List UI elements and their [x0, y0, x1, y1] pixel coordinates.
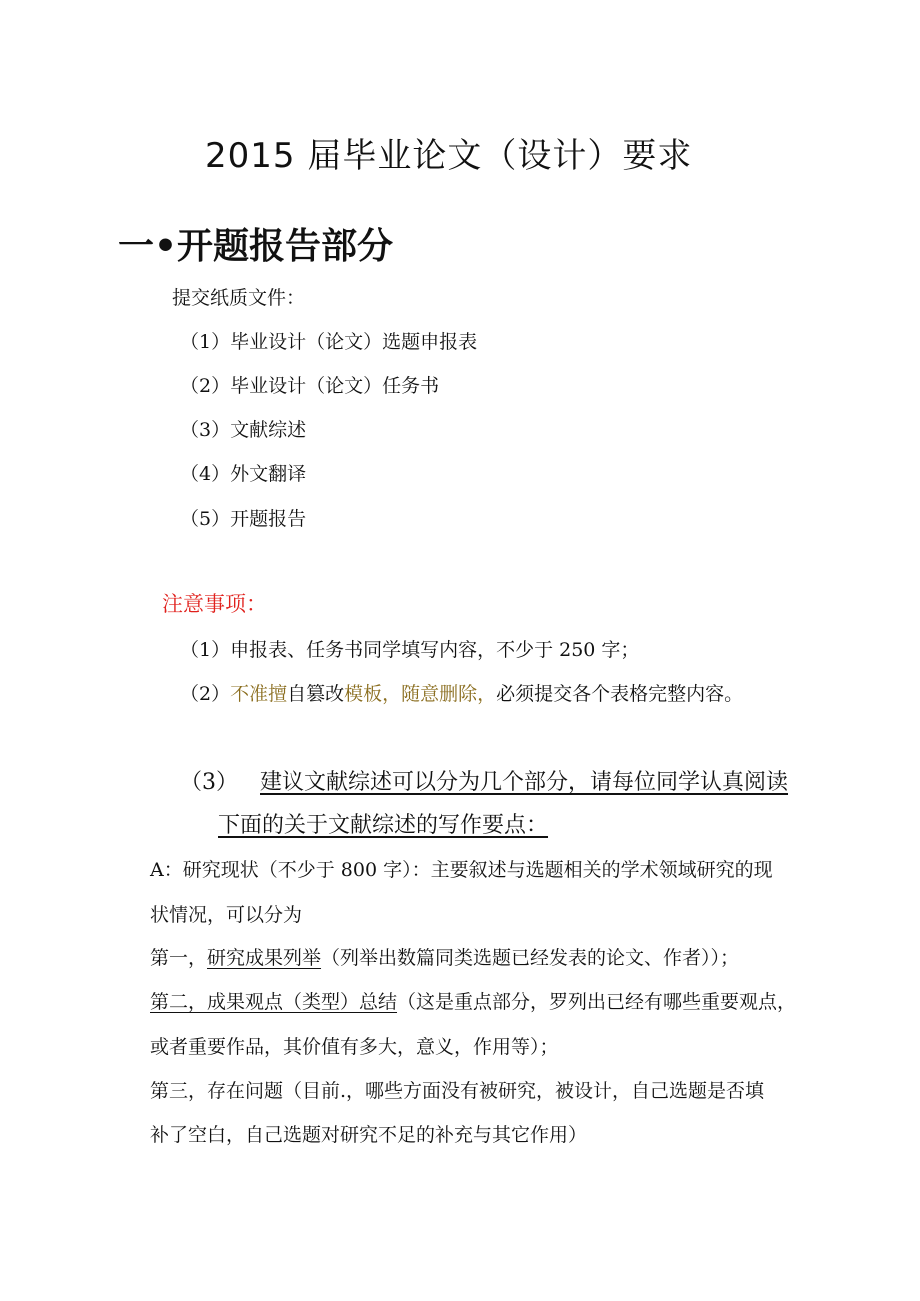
paragraph-line: 补了空白，自己选题对研究不足的补充与其它作用）: [150, 1124, 588, 1146]
list-item: （4）外文翻译: [180, 463, 307, 485]
note-prefix: （2）: [180, 683, 231, 705]
note-continuation: [218, 808, 548, 839]
underlined-text: 第二，成果观点（类型）总结: [150, 991, 398, 1013]
list-item: （3）文献综述: [180, 419, 307, 441]
note-item: [180, 765, 788, 796]
paragraph-text: （这是重点部分，罗列出已经有哪些重要观点，: [397, 991, 797, 1013]
paragraph-line: [150, 987, 796, 1014]
note-highlight: 不准擅: [230, 683, 288, 705]
paragraph-line: A：研究现状（不少于 800 字）：主要叙述与选题相关的学术领域研究的现: [150, 859, 773, 881]
underlined-text: 研究成果列举: [207, 947, 322, 969]
page-title: 2015 届毕业论文（设计）要求: [205, 136, 693, 176]
paragraph-line: 状情况，可以分为: [150, 904, 303, 926]
paragraph-line: 或者重要作品，其价值有多大，意义，作用等）；: [150, 1036, 559, 1058]
list-item: （2）毕业设计（论文）任务书: [180, 375, 440, 397]
underlined-text: 建议文献综述可以分为几个部分，请每位同学认真阅读: [260, 770, 789, 795]
note-prefix: （3）: [180, 770, 238, 795]
note-text: 必须提交各个表格完整内容。: [496, 683, 744, 705]
paragraph-text: 第一，: [150, 947, 208, 969]
note-text: 自篡改: [287, 683, 345, 705]
section-heading: 一•开题报告部分: [118, 226, 394, 267]
paragraph-text: （列举出数篇同类选题已经发表的论文、作者））；: [321, 947, 740, 969]
list-item: （5）开题报告: [180, 508, 307, 530]
paragraph-line: 第三，存在问题（目前.，哪些方面没有被研究，被设计，自己选题是否填: [150, 1080, 765, 1102]
notes-title: 注意事项：: [162, 592, 267, 616]
list-item: （1）毕业设计（论文）选题申报表: [180, 331, 478, 353]
underlined-text: 下面的关于文献综述的写作要点：: [218, 813, 549, 838]
paragraph-line: [150, 943, 739, 970]
note-highlight: 模板，随意删除，: [344, 683, 497, 705]
note-item: [180, 679, 743, 706]
intro-text: 提交纸质文件：: [172, 287, 306, 309]
note-item: （1）申报表、任务书同学填写内容，不少于 250 字；: [180, 639, 640, 661]
